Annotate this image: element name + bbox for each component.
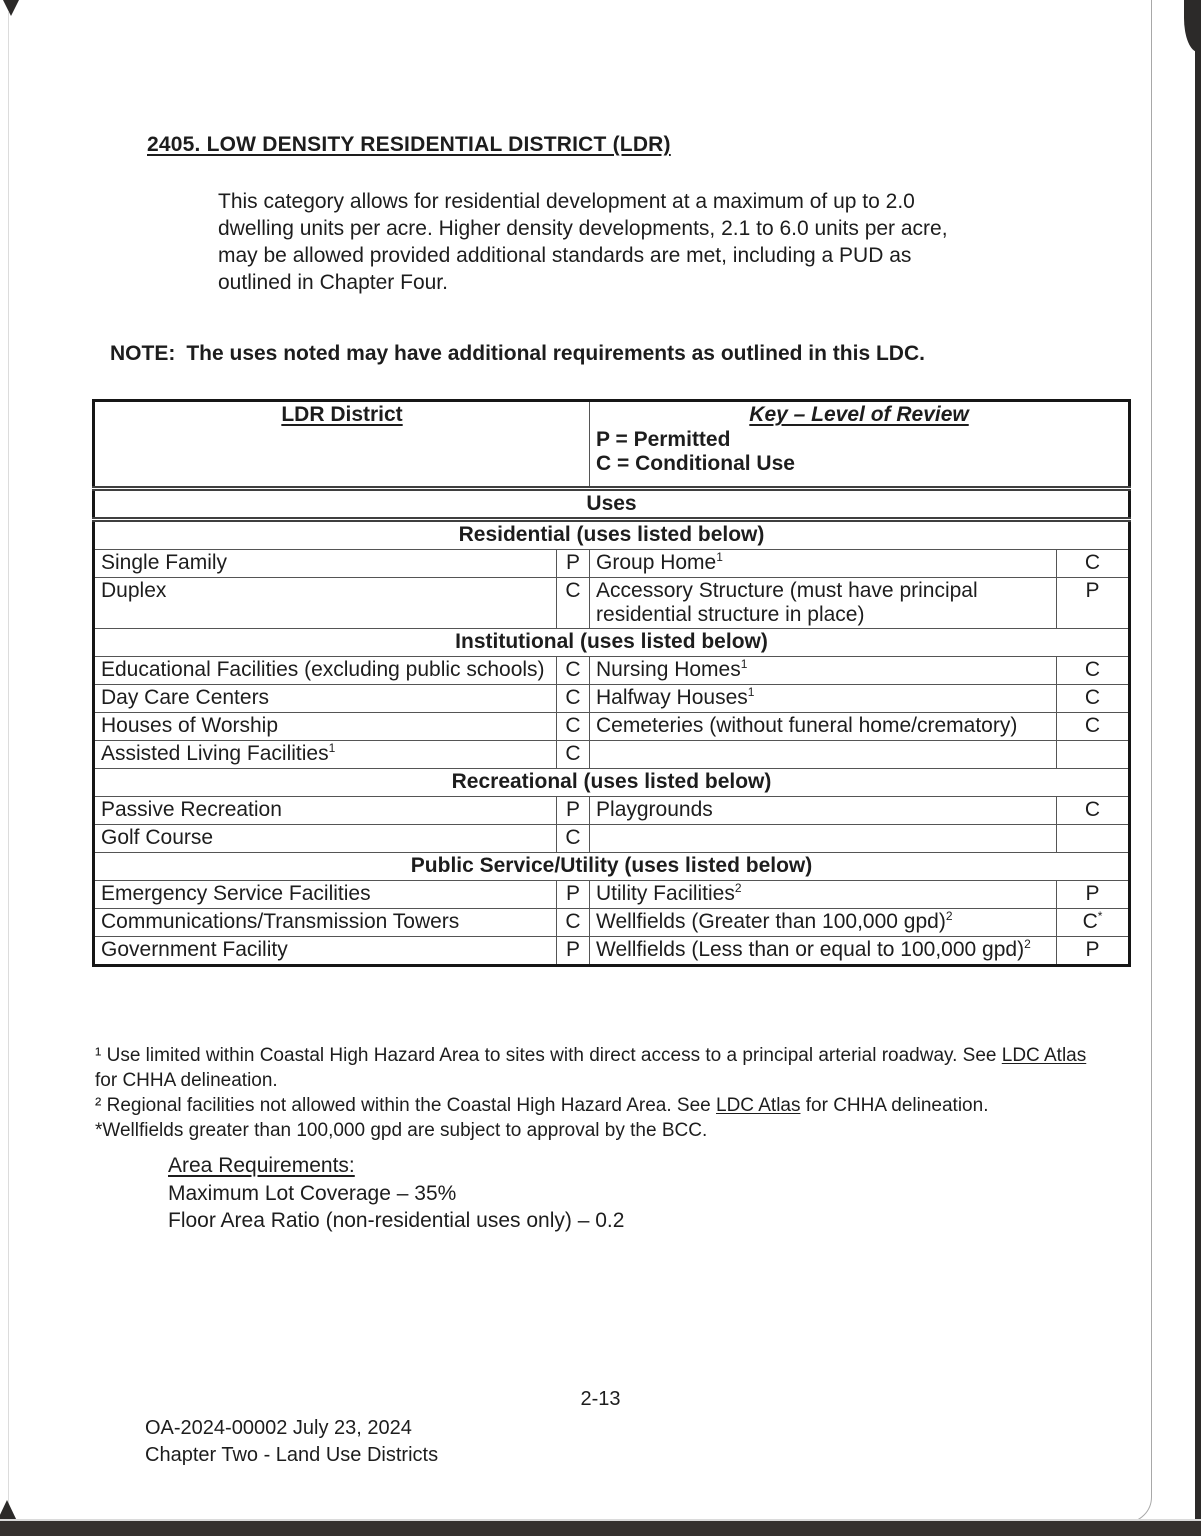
use-name-cell: Playgrounds <box>590 797 1057 825</box>
section-title: Recreational (uses listed below) <box>94 769 1130 797</box>
status-cell: C <box>1057 797 1130 825</box>
use-name-cell: Single Family <box>94 550 557 578</box>
key-header-cell <box>590 401 1130 489</box>
status-cell: C <box>557 825 590 853</box>
use-name-cell: Passive Recreation <box>94 797 557 825</box>
use-name-cell: Halfway Houses$^1$ <box>590 685 1057 713</box>
footnotes <box>95 1043 1097 1143</box>
status-cell: C <box>1057 550 1130 578</box>
use-name-cell <box>590 825 1057 853</box>
use-name-cell: Houses of Worship <box>94 713 557 741</box>
use-row <box>94 578 1130 629</box>
section-header-row <box>94 629 1130 657</box>
status-cell: C* <box>1057 909 1130 937</box>
use-name-cell: Duplex <box>94 578 557 629</box>
footer-chapter: Chapter Two - Land Use Districts <box>145 1444 439 1466</box>
status-cell: P <box>557 881 590 909</box>
use-row <box>94 881 1130 909</box>
status-cell <box>1057 741 1130 769</box>
section-header-row <box>94 520 1130 550</box>
use-name-cell: Assisted Living Facilities$^1$ <box>94 741 557 769</box>
footer-block <box>145 1415 438 1469</box>
status-cell: C <box>557 741 590 769</box>
use-name-cell <box>590 741 1057 769</box>
area-requirements-title: Area Requirements: <box>168 1154 355 1177</box>
use-name-cell: Accessory Structure (must have principal residential structure in place) <box>590 578 1057 629</box>
section-header-row <box>94 769 1130 797</box>
section-title: Residential (uses listed below) <box>94 520 1130 550</box>
key-line-permitted: P = Permitted <box>596 428 731 451</box>
note-line <box>110 342 925 366</box>
intro-line: outlined in Chapter Four. <box>218 271 448 294</box>
use-name-cell: Utility Facilities$^2$ <box>590 881 1057 909</box>
note-label: NOTE: <box>110 342 176 365</box>
footnote-line: ² Regional facilities not allowed within the Coastal High Hazard Area. See LDC Atlas for CHHA delineation. <box>95 1095 989 1116</box>
use-name-cell: Wellfields (Greater than 100,000 gpd)$^2$ <box>590 909 1057 937</box>
intro-line: This category allows for residential development at a maximum of up to 2.0 <box>218 190 915 213</box>
status-cell: P <box>1057 937 1130 966</box>
use-name-cell: Communications/Transmission Towers <box>94 909 557 937</box>
uses-header-cell: Uses <box>94 489 1130 520</box>
bottom-left-corner-fold-icon <box>0 1500 17 1521</box>
use-row <box>94 713 1130 741</box>
intro-paragraph <box>218 188 1078 296</box>
section-heading: 2405. LOW DENSITY RESIDENTIAL DISTRICT (LDR) <box>147 133 671 156</box>
left-scan-line <box>8 12 9 1521</box>
use-name-cell: Nursing Homes$^1$ <box>590 657 1057 685</box>
status-cell: C <box>557 685 590 713</box>
status-cell: C <box>1057 685 1130 713</box>
use-name-cell: Golf Course <box>94 825 557 853</box>
status-cell: C <box>557 657 590 685</box>
use-name-cell: Government Facility <box>94 937 557 966</box>
section-title: Public Service/Utility (uses listed below) <box>94 853 1130 881</box>
bottom-scan-border <box>0 1519 1201 1536</box>
status-cell: C <box>557 578 590 629</box>
section-header-row <box>94 853 1130 881</box>
status-cell: C <box>557 713 590 741</box>
uses-table-body <box>94 401 1130 966</box>
use-row <box>94 550 1130 578</box>
use-row <box>94 797 1130 825</box>
status-cell: P <box>557 937 590 966</box>
use-name-cell: Wellfields (Less than or equal to 100,000 gpd)$^2$ <box>590 937 1057 966</box>
uses-header-row <box>94 489 1130 520</box>
use-name-cell: Educational Facilities (excluding public schools) <box>94 657 557 685</box>
district-header-cell <box>94 401 590 489</box>
ldc-atlas-reference: LDC Atlas <box>1001 1045 1087 1066</box>
table-header-row <box>94 401 1130 489</box>
top-right-corner-shadow <box>1184 0 1201 52</box>
use-name-cell: Group Home$^1$ <box>590 550 1057 578</box>
ldc-atlas-reference: LDC Atlas <box>716 1095 801 1116</box>
status-cell: C <box>1057 657 1130 685</box>
use-row <box>94 909 1130 937</box>
key-title: Key – Level of Review <box>749 403 969 426</box>
use-name-cell: Emergency Service Facilities <box>94 881 557 909</box>
status-cell: P <box>557 797 590 825</box>
page-number: 2-13 <box>580 1388 621 1410</box>
intro-line: may be allowed provided additional standards are met, including a PUD as <box>218 244 912 267</box>
status-cell <box>1057 825 1130 853</box>
area-requirement-line: Maximum Lot Coverage – 35% <box>168 1181 457 1205</box>
use-row <box>94 825 1130 853</box>
area-requirement-line: Floor Area Ratio (non-residential uses only) – 0.2 <box>168 1209 625 1232</box>
use-row <box>94 937 1130 966</box>
right-scan-border <box>1195 0 1201 1536</box>
use-row <box>94 685 1130 713</box>
status-cell: P <box>1057 881 1130 909</box>
uses-table-wrap <box>92 399 1131 967</box>
use-row <box>94 741 1130 769</box>
status-cell: P <box>1057 578 1130 629</box>
intro-line: dwelling units per acre. Higher density developments, 2.1 to 6.0 units per acre, <box>218 217 948 240</box>
section-title: Institutional (uses listed below) <box>94 629 1130 657</box>
area-requirements <box>168 1152 624 1235</box>
use-name-cell: Day Care Centers <box>94 685 557 713</box>
note-text: The uses noted may have additional requirements as outlined in this LDC. <box>186 342 925 365</box>
status-cell: P <box>557 550 590 578</box>
use-name-cell: Cemeteries (without funeral home/crematory) <box>590 713 1057 741</box>
top-left-corner-fold-icon <box>3 0 19 16</box>
district-header-label: LDR District <box>281 403 403 426</box>
status-cell: C <box>557 909 590 937</box>
use-row <box>94 657 1130 685</box>
footnote-line: ¹ Use limited within Coastal High Hazard Area to sites with direct access to a principal arterial roadway. See LDC Atlas for CHHA delineation. <box>95 1045 1087 1091</box>
footnote-line: *Wellfields greater than 100,000 gpd are subject to approval by the BCC. <box>95 1120 708 1141</box>
uses-table <box>92 399 1131 967</box>
footer-doc-ref: OA-2024-00002 July 23, 2024 <box>145 1417 412 1439</box>
key-line-conditional: C = Conditional Use <box>596 452 795 475</box>
status-cell: C <box>1057 713 1130 741</box>
